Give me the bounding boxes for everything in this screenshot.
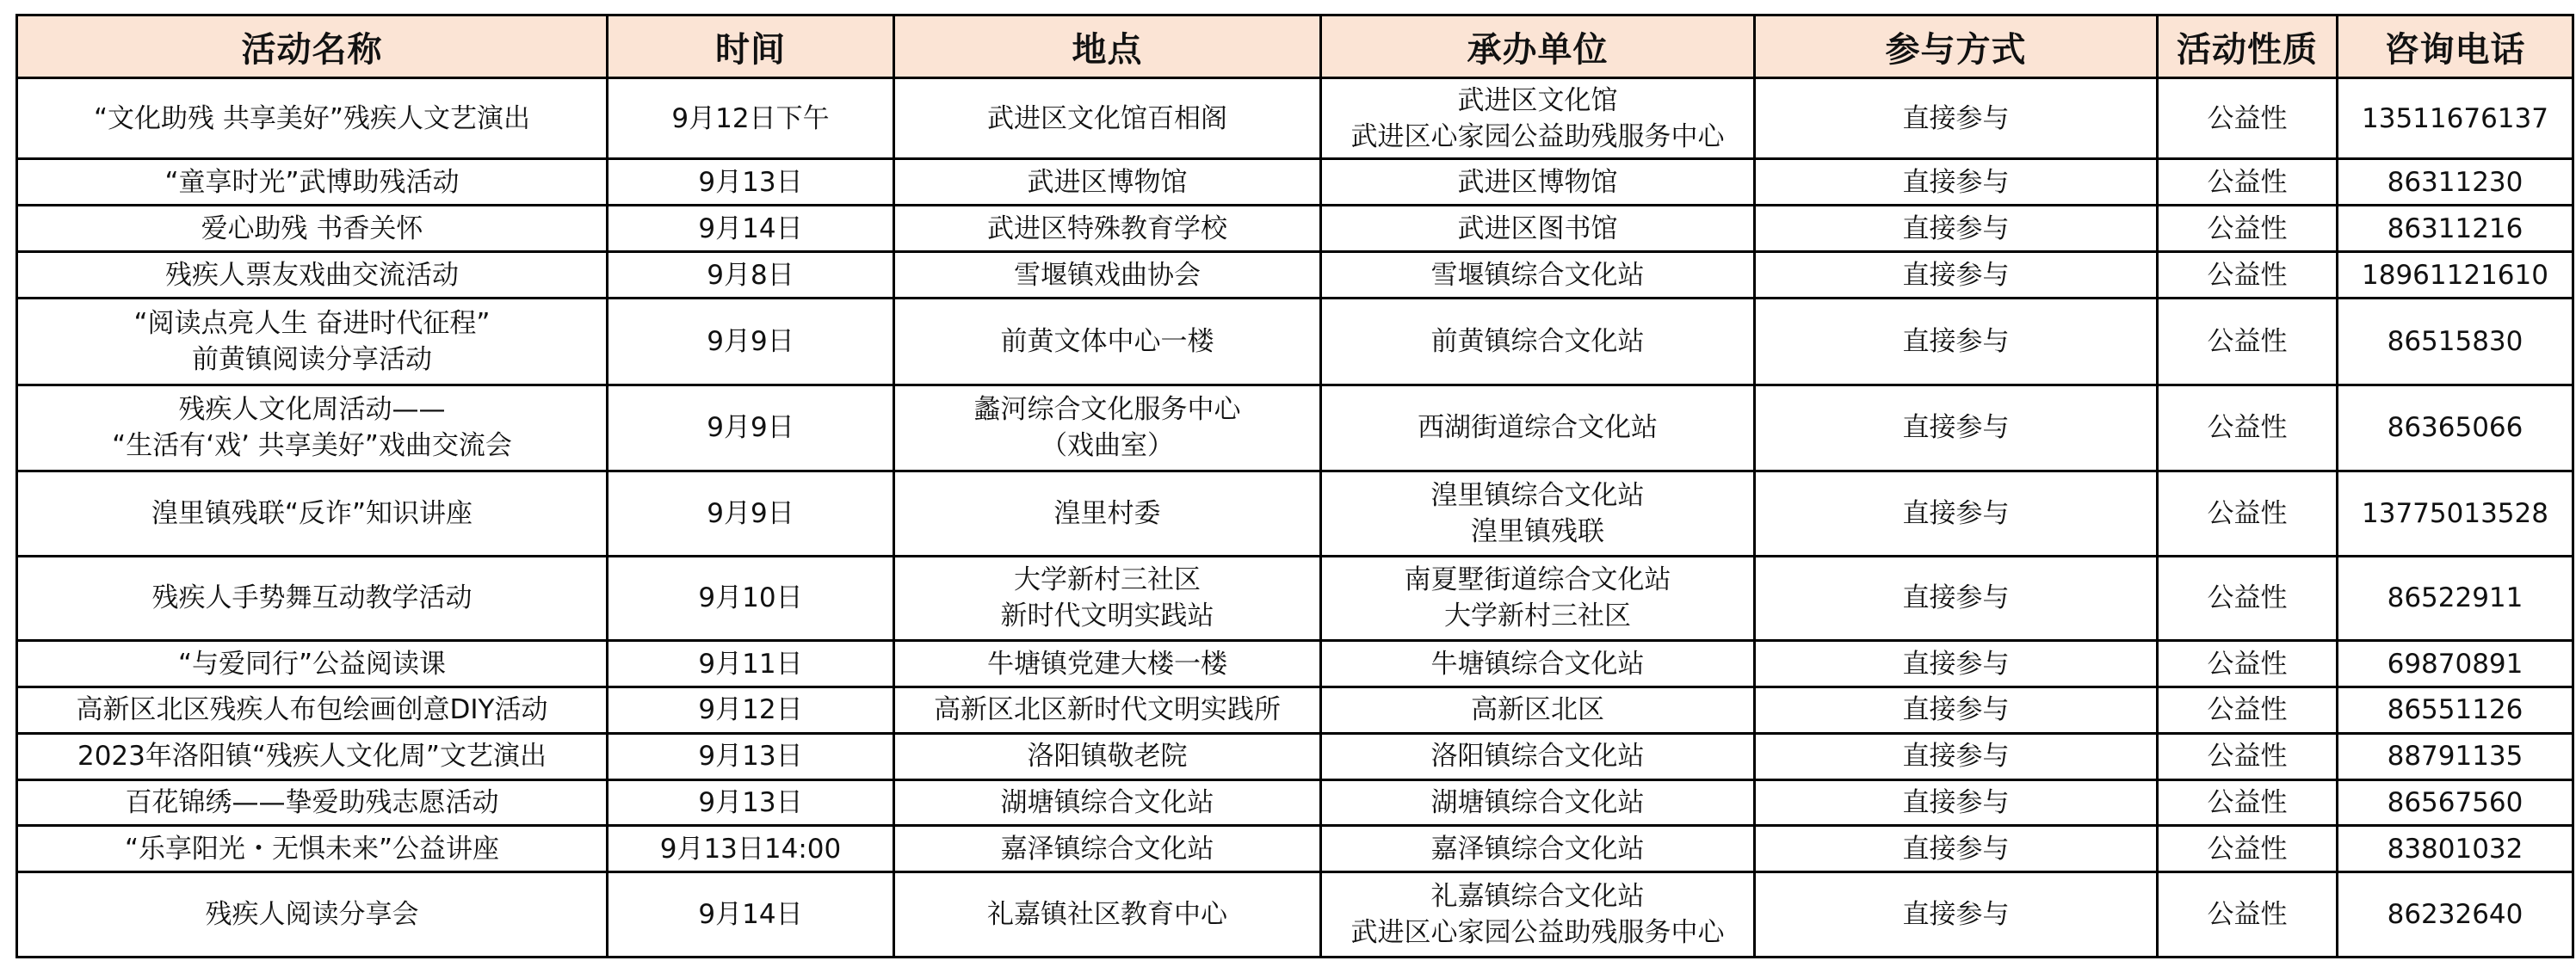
cell-nature: 公益性 [2158,471,2338,557]
cell-location: 湖塘镇综合文化站 [894,779,1321,826]
cell-organizer: 湟里镇综合文化站 湟里镇残联 [1321,471,1755,557]
cell-phone: 69870891 [2338,641,2573,687]
table-row [17,385,2573,471]
cell-participation: 直接参与 [1755,471,2158,557]
cell-participation: 直接参与 [1755,826,2158,872]
cell-nature: 公益性 [2158,779,2338,826]
cell-organizer: 洛阳镇综合文化站 [1321,733,1755,779]
cell-phone: 86522911 [2338,556,2573,641]
table-row [17,206,2573,252]
cell-time: 9月11日 [608,641,894,687]
cell-nature: 公益性 [2158,298,2338,385]
cell-participation: 直接参与 [1755,641,2158,687]
cell-organizer: 武进区图书馆 [1321,206,1755,252]
cell-time: 9月9日 [608,298,894,385]
cell-nature: 公益性 [2158,733,2338,779]
cell-nature: 公益性 [2158,206,2338,252]
activity-table [15,14,2574,958]
cell-location: 蠡河综合文化服务中心 （戏曲室） [894,385,1321,471]
header-organizer: 承办单位 [1321,15,1755,78]
cell-location: 武进区博物馆 [894,159,1321,206]
cell-activity-name: 残疾人手势舞互动教学活动 [17,556,608,641]
cell-participation: 直接参与 [1755,252,2158,299]
table-header-row [17,15,2573,78]
cell-participation: 直接参与 [1755,779,2158,826]
table-row [17,159,2573,206]
header-time: 时间 [608,15,894,78]
cell-location: 武进区文化馆百相阁 [894,78,1321,159]
cell-phone: 13511676137 [2338,78,2573,159]
table-row [17,733,2573,779]
cell-phone: 86567560 [2338,779,2573,826]
cell-organizer: 武进区博物馆 [1321,159,1755,206]
header-location: 地点 [894,15,1321,78]
cell-phone: 86515830 [2338,298,2573,385]
cell-participation: 直接参与 [1755,298,2158,385]
cell-participation: 直接参与 [1755,385,2158,471]
cell-phone: 13775013528 [2338,471,2573,557]
table-row [17,556,2573,641]
cell-nature: 公益性 [2158,556,2338,641]
cell-organizer: 高新区北区 [1321,687,1755,733]
table-row [17,872,2573,958]
cell-phone: 86311230 [2338,159,2573,206]
cell-organizer: 武进区文化馆 武进区心家园公益助残服务中心 [1321,78,1755,159]
cell-location: 武进区特殊教育学校 [894,206,1321,252]
cell-time: 9月12日下午 [608,78,894,159]
cell-organizer: 雪堰镇综合文化站 [1321,252,1755,299]
cell-organizer: 前黄镇综合文化站 [1321,298,1755,385]
cell-phone: 86551126 [2338,687,2573,733]
cell-organizer: 南夏墅街道综合文化站 大学新村三社区 [1321,556,1755,641]
cell-phone: 86232640 [2338,872,2573,958]
cell-activity-name: 2023年洛阳镇“残疾人文化周”文艺演出 [17,733,608,779]
cell-activity-name: 百花锦绣——挚爱助残志愿活动 [17,779,608,826]
cell-participation: 直接参与 [1755,556,2158,641]
cell-location: 嘉泽镇综合文化站 [894,826,1321,872]
cell-activity-name: 残疾人阅读分享会 [17,872,608,958]
cell-activity-name: “文化助残 共享美好”残疾人文艺演出 [17,78,608,159]
table-row [17,826,2573,872]
cell-phone: 88791135 [2338,733,2573,779]
cell-activity-name: 高新区北区残疾人布包绘画创意DIY活动 [17,687,608,733]
cell-time: 9月10日 [608,556,894,641]
cell-time: 9月12日 [608,687,894,733]
cell-activity-name: “阅读点亮人生 奋进时代征程” 前黄镇阅读分享活动 [17,298,608,385]
cell-time: 9月13日 [608,779,894,826]
cell-participation: 直接参与 [1755,687,2158,733]
table-row [17,641,2573,687]
cell-participation: 直接参与 [1755,78,2158,159]
cell-activity-name: 爱心助残 书香关怀 [17,206,608,252]
cell-participation: 直接参与 [1755,206,2158,252]
cell-nature: 公益性 [2158,687,2338,733]
cell-phone: 83801032 [2338,826,2573,872]
cell-activity-name: 残疾人票友戏曲交流活动 [17,252,608,299]
header-nature: 活动性质 [2158,15,2338,78]
table-row [17,687,2573,733]
cell-location: 大学新村三社区 新时代文明实践站 [894,556,1321,641]
cell-organizer: 牛塘镇综合文化站 [1321,641,1755,687]
cell-activity-name: “与爱同行”公益阅读课 [17,641,608,687]
table-row [17,78,2573,159]
cell-participation: 直接参与 [1755,872,2158,958]
cell-organizer: 礼嘉镇综合文化站 武进区心家园公益助残服务中心 [1321,872,1755,958]
table-row [17,252,2573,299]
header-participation: 参与方式 [1755,15,2158,78]
cell-activity-name: 残疾人文化周活动—— “生活有‘戏’ 共享美好”戏曲交流会 [17,385,608,471]
cell-activity-name: “乐享阳光・无惧未来”公益讲座 [17,826,608,872]
cell-activity-name: 湟里镇残联“反诈”知识讲座 [17,471,608,557]
cell-nature: 公益性 [2158,159,2338,206]
cell-nature: 公益性 [2158,641,2338,687]
header-phone: 咨询电话 [2338,15,2573,78]
cell-location: 前黄文体中心一楼 [894,298,1321,385]
cell-location: 雪堰镇戏曲协会 [894,252,1321,299]
cell-time: 9月13日 [608,159,894,206]
cell-time: 9月9日 [608,471,894,557]
cell-time: 9月8日 [608,252,894,299]
cell-organizer: 嘉泽镇综合文化站 [1321,826,1755,872]
cell-time: 9月13日 [608,733,894,779]
cell-time: 9月14日 [608,206,894,252]
cell-location: 牛塘镇党建大楼一楼 [894,641,1321,687]
cell-nature: 公益性 [2158,78,2338,159]
cell-activity-name: “童享时光”武博助残活动 [17,159,608,206]
cell-location: 礼嘉镇社区教育中心 [894,872,1321,958]
cell-time: 9月13日14:00 [608,826,894,872]
cell-organizer: 湖塘镇综合文化站 [1321,779,1755,826]
header-activity-name: 活动名称 [17,15,608,78]
table-row [17,779,2573,826]
cell-time: 9月9日 [608,385,894,471]
cell-location: 高新区北区新时代文明实践所 [894,687,1321,733]
cell-phone: 86365066 [2338,385,2573,471]
cell-organizer: 西湖街道综合文化站 [1321,385,1755,471]
cell-phone: 18961121610 [2338,252,2573,299]
table-row [17,298,2573,385]
cell-nature: 公益性 [2158,872,2338,958]
table-row [17,471,2573,557]
cell-location: 湟里村委 [894,471,1321,557]
cell-participation: 直接参与 [1755,733,2158,779]
cell-time: 9月14日 [608,872,894,958]
cell-nature: 公益性 [2158,252,2338,299]
cell-location: 洛阳镇敬老院 [894,733,1321,779]
cell-nature: 公益性 [2158,826,2338,872]
cell-nature: 公益性 [2158,385,2338,471]
cell-phone: 86311216 [2338,206,2573,252]
cell-participation: 直接参与 [1755,159,2158,206]
